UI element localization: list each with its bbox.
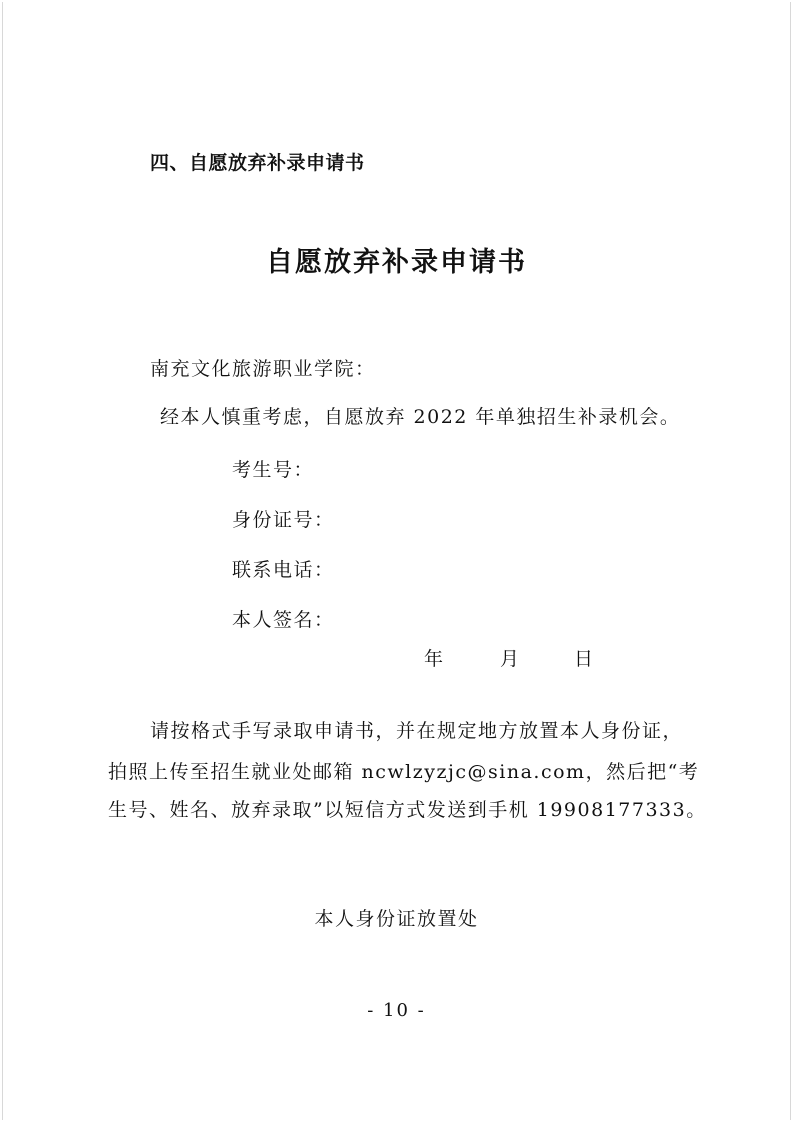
salutation: 南充文化旅游职业学院： xyxy=(150,358,376,380)
date-row xyxy=(424,644,594,671)
statement-paragraph: 经本人慎重考虑，自愿放弃 2022 年单独招生补录机会。 xyxy=(160,406,681,428)
document-title: 自愿放弃补录申请书 xyxy=(266,247,527,278)
id-card-placement-label: 本人身份证放置处 xyxy=(314,908,479,930)
date-year-label: 年 xyxy=(424,648,444,670)
page-frame xyxy=(2,2,791,1120)
exam-number-label: 考生号： xyxy=(232,459,315,481)
date-month-label: 月 xyxy=(500,648,520,670)
date-day-label: 日 xyxy=(574,648,594,670)
id-number-label: 身份证号： xyxy=(232,509,335,531)
page-number: - 10 - xyxy=(367,1000,426,1021)
phone-label: 联系电话： xyxy=(232,559,335,581)
section-heading: 四、自愿放弃补录申请书 xyxy=(150,152,365,174)
instructions-line-1: 请按格式手写录取申请书，并在规定地方放置本人身份证， xyxy=(150,720,684,742)
signature-label: 本人签名： xyxy=(232,609,335,631)
instructions-line-3: 生号、姓名、放弃录取”以短信方式发送到手机 19908177333。 xyxy=(108,799,707,821)
instructions-line-2: 拍照上传至招生就业处邮箱 ncwlzyzjc@sina.com，然后把“考 xyxy=(108,761,700,783)
